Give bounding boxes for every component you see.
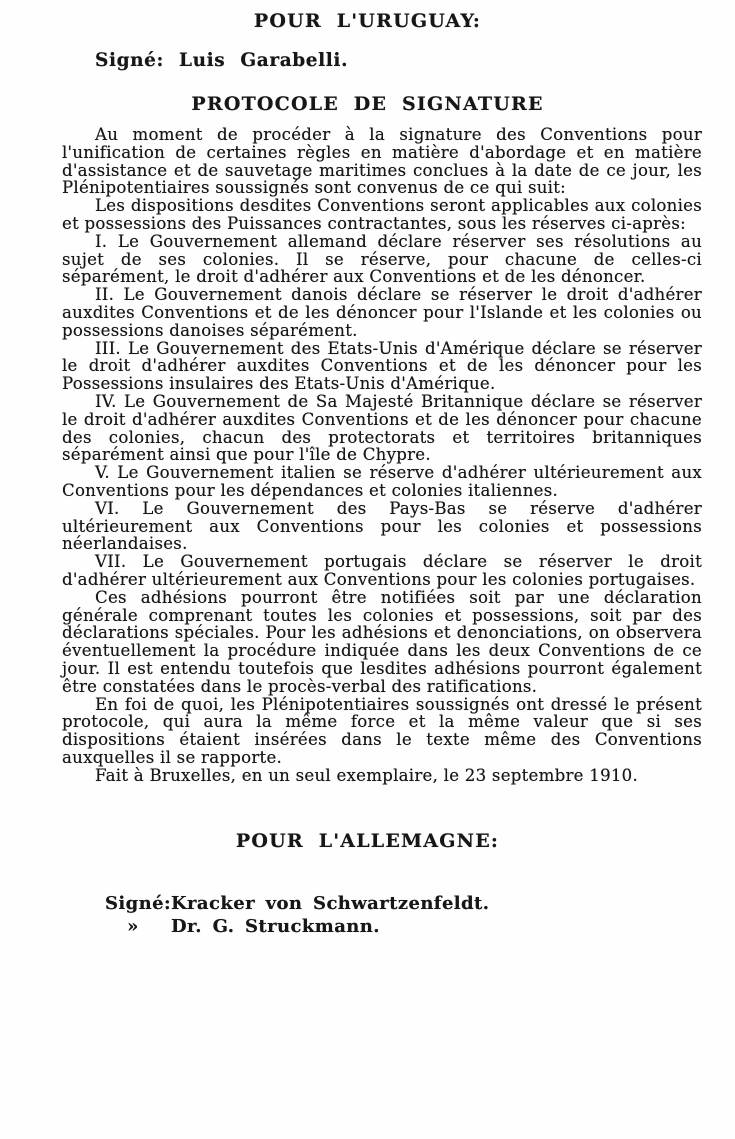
paragraph-adhesions: Ces adhésions pourront être notifiées soit par une déclaration générale comprenant toutes les colonies et possessions, soit par des déclarations spéciales. Pour les adhésions et denonciations, on observera éventuellement la procédure indiquée dans les deux Conventions de ce jour. Il est entendu toutefois que lesdites adhésions pourront également être constatées dans le procès-verbal des ratifications. <box>62 587 702 696</box>
paragraph-fait-a-bruxelles: Fait à Bruxelles, en un seul exemplaire, le 23 septembre 1910. <box>95 765 639 785</box>
signature-row <box>105 915 735 938</box>
paragraph-en-foi-de-quoi: En foi de quoi, les Plénipotentiaires soussignés ont dressé le présent protocole, qui aura la même force et la même valeur que si ses dispositions étaient insérées dans le texte même des Conventions auxquelles il se rapporte. <box>62 694 702 767</box>
allemagne-signature-block <box>105 892 735 938</box>
protocol-body <box>62 126 702 784</box>
paragraph-article-4: IV. Le Gouvernement de Sa Majesté Britannique déclare se réserver le droit d'adhérer auxdites Conventions et de les dénoncer pour chacune des colonies, chacun des protectorats et territoires britanniques séparément ainsi que pour l'île de Chypre. <box>62 391 702 465</box>
paragraph-article-7: VII. Le Gouvernement portugais déclare se réserver le droit d'adhérer ultérieurement aux Conventions pour les colonies portugaises. <box>62 552 702 589</box>
paragraph-preamble: Au moment de procéder à la signature des Conventions pour l'unification de certaines règles en matière d'abordage et en matière d'assistance et de sauvetage maritimes conclues à la date de ce jour, les Plénipotentiaires soussignés sont convenus de ce qui suit: <box>62 125 702 198</box>
protocol-title: PROTOCOLE DE SIGNATURE <box>191 93 544 115</box>
paragraph-article-1: I. Le Gouvernement allemand déclare réserver ses résolutions au sujet de ses colonies. Il se réserve, pour chacune de celles-ci séparément, le droit d'adhérer aux Conventions et de les dénoncer. <box>62 231 702 287</box>
signature-row <box>105 892 735 915</box>
paragraph-article-3: III. Le Gouvernement des Etats-Unis d'Amérique déclare se réserver le droit d'adhérer auxdites Conventions et de les dénoncer pour les Possessions insulaires des Etats-Unis d'Amérique. <box>62 338 702 394</box>
paragraph-article-2: II. Le Gouvernement danois déclare se réserver le droit d'adhérer auxdites Conventions et de les dénoncer pour l'Islande et les colonies ou possessions danoises séparément. <box>62 285 702 340</box>
signature-prefix-ditto: » <box>127 916 139 938</box>
section-heading-pour-allemagne: POUR L'ALLEMAGNE: <box>235 830 500 853</box>
paragraph-dispositions: Les dispositions desdites Conventions seront applicables aux colonies et possessions des Puissances contractantes, sous les réserves ci-après: <box>62 196 702 233</box>
signature-name: Kracker von Schwartzenfeldt. <box>171 893 490 915</box>
paragraph-article-6: VI. Le Gouvernement des Pays-Bas se réserve d'adhérer ultérieurement aux Conventions pour les colonies et possessions néerlandaises. <box>62 498 702 554</box>
section-heading-pour-uruguay: POUR L'URUGUAY: <box>253 10 482 32</box>
uruguay-signature-line: Signé: Luis Garabelli. <box>95 50 349 71</box>
signature-prefix: Signé: <box>105 893 172 915</box>
signature-name: Dr. G. Struckmann. <box>171 916 380 938</box>
paragraph-article-5: V. Le Gouvernement italien se réserve d'adhérer ultérieurement aux Conventions pour les dépendances et colonies italiennes. <box>62 463 702 500</box>
